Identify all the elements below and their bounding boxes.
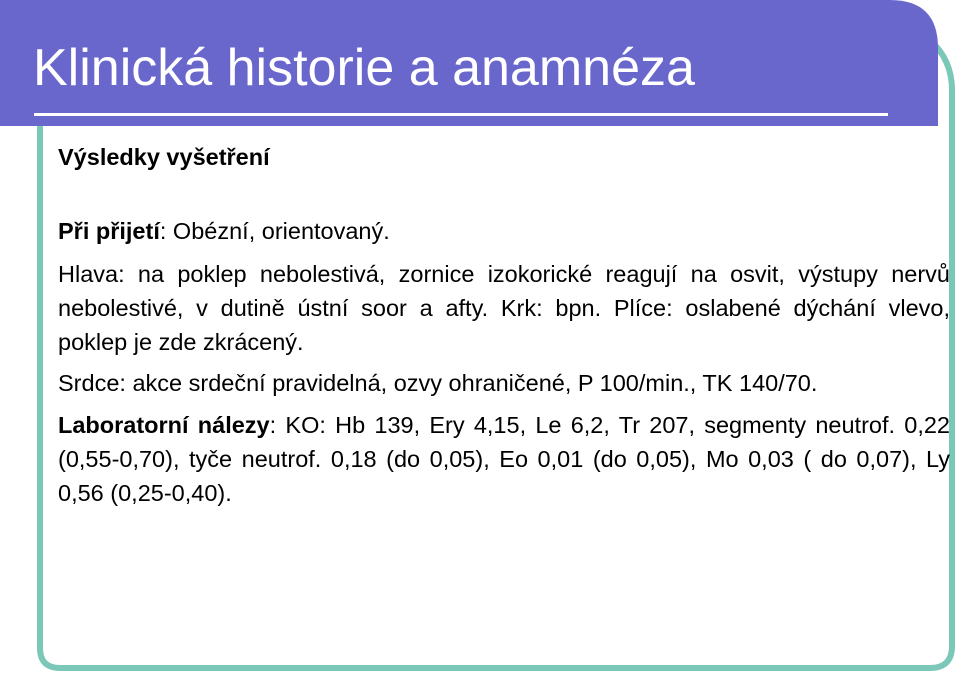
head-exam-paragraph: Hlava: na poklep nebolestivá, zornice izokorické reagují na osvit, výstupy nervů nebolestivé, v dutině ústní soor a afty. Krk: bpn. Plíce: oslabené dýchání vlevo, poklep je zde zkrácený. (58, 261, 950, 355)
heart-paragraph: Srdce: akce srdeční pravidelná, ozvy ohraničené, P 100/min., TK 140/70. (58, 370, 818, 396)
admission-label: Při přijetí (58, 218, 160, 244)
slide-content (58, 140, 950, 510)
spacer (58, 174, 950, 214)
slide-title: Klinická historie a anamnéza (33, 39, 695, 97)
admission-text: : Obézní, orientovaný. (159, 218, 390, 244)
admission-paragraph (58, 214, 950, 248)
lab-paragraph (58, 408, 950, 510)
section-heading: Výsledky vyšetření (58, 144, 270, 170)
lab-label: Laboratorní nálezy (58, 412, 270, 438)
lab-text: : KO: Hb 139, Ery 4,15, Le 6,2, Tr 207, segmenty neutrof. 0,22 (0,55-0,70), tyče neutrof. 0,18 (do 0,05), Eo 0,01 (do 0,05), Mo 0,03 ( do 0,07), Ly 0,56 (0,25-0,40). (58, 412, 950, 506)
